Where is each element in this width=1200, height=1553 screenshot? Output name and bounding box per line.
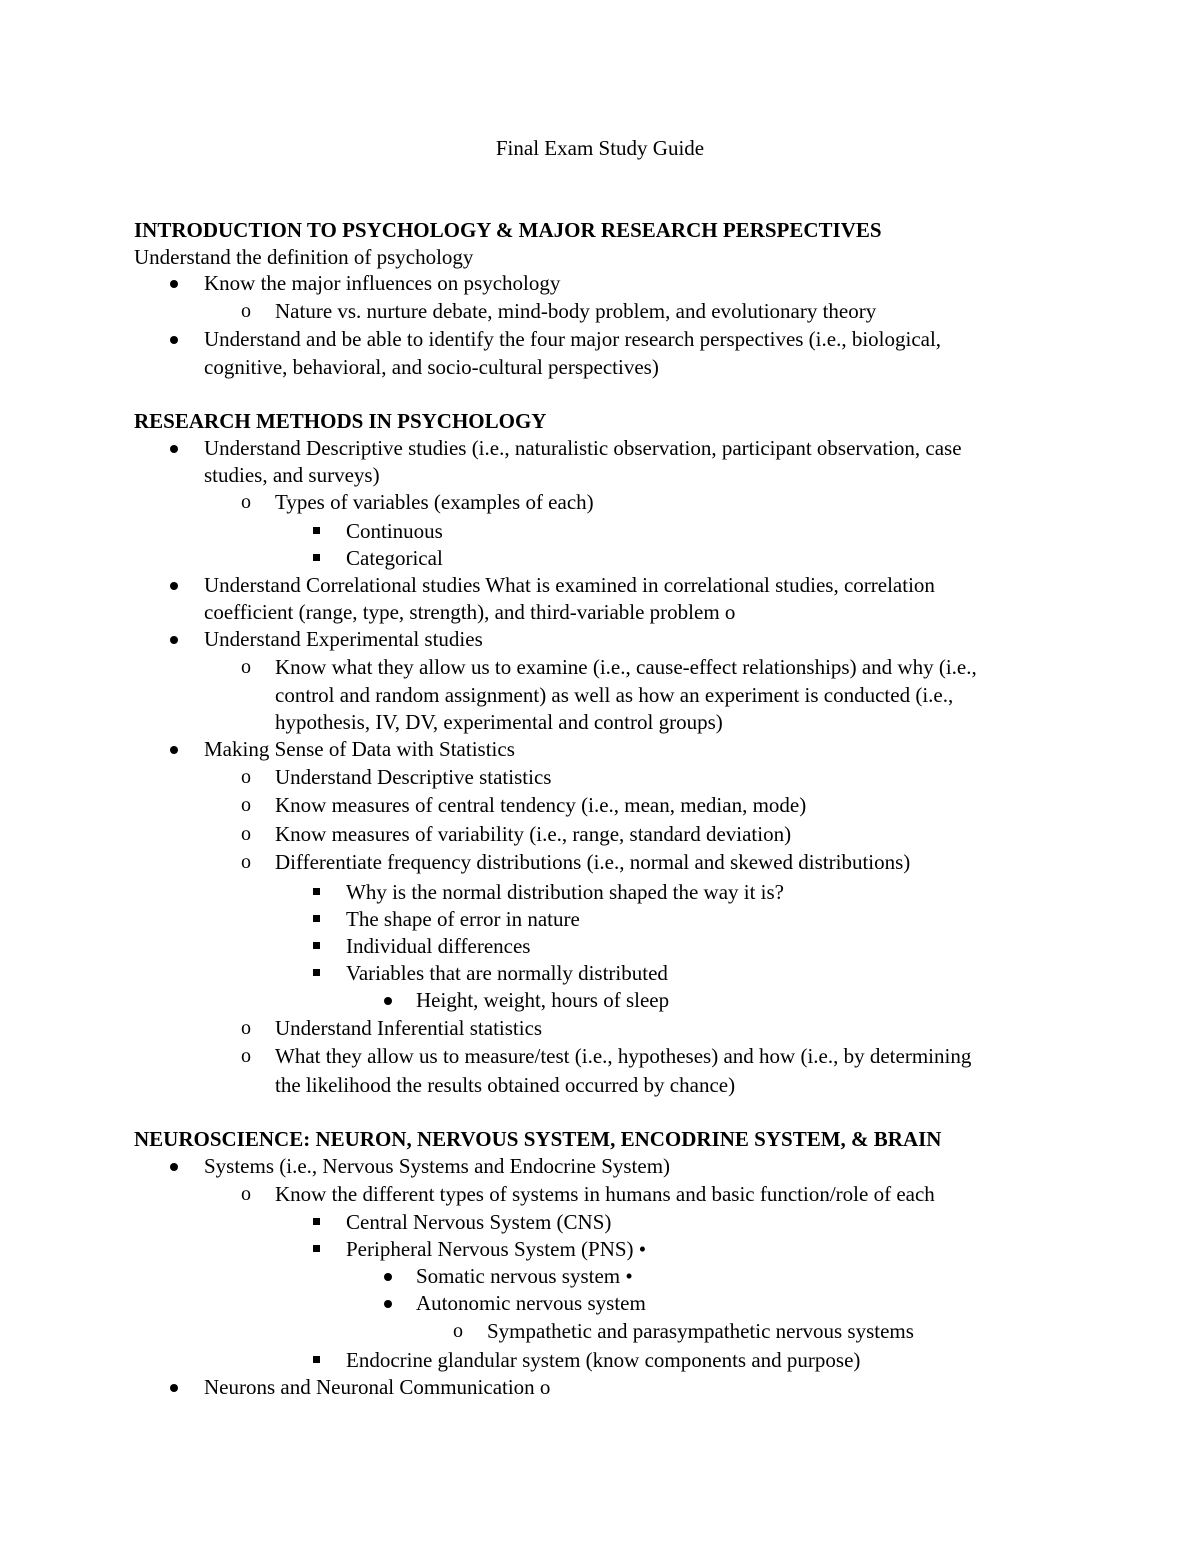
list-item: Know measures of central tendency (i.e., mean, median, mode) bbox=[275, 793, 807, 817]
square-bullet-icon bbox=[313, 1356, 320, 1363]
section-heading: RESEARCH METHODS IN PSYCHOLOGY bbox=[134, 409, 547, 433]
square-bullet-icon bbox=[313, 1218, 320, 1225]
bullet-icon bbox=[170, 582, 178, 590]
square-bullet-icon bbox=[313, 527, 320, 534]
list-item: Individual differences bbox=[346, 934, 531, 958]
list-item: control and random assignment) as well as how an experiment is conducted (i.e., bbox=[275, 683, 954, 707]
list-item: Continuous bbox=[346, 519, 443, 543]
list-item: Height, weight, hours of sleep bbox=[416, 988, 670, 1012]
list-item: Understand Descriptive statistics bbox=[275, 765, 552, 789]
square-bullet-icon bbox=[313, 969, 320, 976]
bullet-icon bbox=[384, 997, 392, 1005]
circle-bullet-icon: o bbox=[241, 851, 251, 873]
list-item: Understand Descriptive studies (i.e., naturalistic observation, participant observation, case bbox=[204, 436, 962, 460]
bullet-icon bbox=[170, 636, 178, 644]
square-bullet-icon bbox=[313, 554, 320, 561]
list-item: Variables that are normally distributed bbox=[346, 961, 668, 985]
list-item: hypothesis, IV, DV, experimental and control groups) bbox=[275, 710, 723, 734]
circle-bullet-icon: o bbox=[241, 823, 251, 845]
circle-bullet-icon: o bbox=[241, 300, 251, 322]
section-intro: Understand the definition of psychology bbox=[134, 245, 474, 269]
list-item: Somatic nervous system • bbox=[416, 1264, 633, 1288]
square-bullet-icon bbox=[313, 942, 320, 949]
square-bullet-icon bbox=[313, 915, 320, 922]
bullet-icon bbox=[170, 336, 178, 344]
circle-bullet-icon: o bbox=[241, 1045, 251, 1067]
square-bullet-icon bbox=[313, 1245, 320, 1252]
bullet-icon bbox=[384, 1273, 392, 1281]
bullet-icon bbox=[170, 280, 178, 288]
list-item: Peripheral Nervous System (PNS) • bbox=[346, 1237, 647, 1261]
list-item: the likelihood the results obtained occurred by chance) bbox=[275, 1073, 736, 1097]
list-item: The shape of error in nature bbox=[346, 907, 580, 931]
list-item: Know measures of variability (i.e., range, standard deviation) bbox=[275, 822, 792, 846]
circle-bullet-icon: o bbox=[241, 1017, 251, 1039]
list-item: Sympathetic and parasympathetic nervous systems bbox=[487, 1319, 914, 1343]
list-item: Autonomic nervous system bbox=[416, 1291, 646, 1315]
section-heading: NEUROSCIENCE: NEURON, NERVOUS SYSTEM, ENCODRINE SYSTEM, & BRAIN bbox=[134, 1127, 942, 1151]
list-item: Understand Correlational studies What is examined in correlational studies, correlation bbox=[204, 573, 935, 597]
list-item: cognitive, behavioral, and socio-cultural perspectives) bbox=[204, 355, 659, 379]
list-item: Understand Experimental studies bbox=[204, 627, 483, 651]
circle-bullet-icon: o bbox=[241, 491, 251, 513]
bullet-icon bbox=[170, 445, 178, 453]
bullet-icon bbox=[384, 1300, 392, 1308]
list-item: Neurons and Neuronal Communication o bbox=[204, 1375, 551, 1399]
list-item: Why is the normal distribution shaped the way it is? bbox=[346, 880, 785, 904]
circle-bullet-icon: o bbox=[241, 1183, 251, 1205]
list-item: Differentiate frequency distributions (i.e., normal and skewed distributions) bbox=[275, 850, 911, 874]
list-item: Understand and be able to identify the four major research perspectives (i.e., biological, bbox=[204, 327, 942, 351]
list-item: studies, and surveys) bbox=[204, 463, 380, 487]
bullet-icon bbox=[170, 1163, 178, 1171]
list-item: Systems (i.e., Nervous Systems and Endocrine System) bbox=[204, 1154, 671, 1178]
list-item: Central Nervous System (CNS) bbox=[346, 1210, 612, 1234]
list-item: Know the different types of systems in humans and basic function/role of each bbox=[275, 1182, 935, 1206]
list-item: Nature vs. nurture debate, mind-body problem, and evolutionary theory bbox=[275, 299, 877, 323]
list-item: coefficient (range, type, strength), and third-variable problem o bbox=[204, 600, 736, 624]
list-item: Understand Inferential statistics bbox=[275, 1016, 543, 1040]
list-item: Know the major influences on psychology bbox=[204, 271, 561, 295]
circle-bullet-icon: o bbox=[241, 656, 251, 678]
list-item: Categorical bbox=[346, 546, 443, 570]
list-item: What they allow us to measure/test (i.e., hypotheses) and how (i.e., by determining bbox=[275, 1044, 972, 1068]
list-item: Types of variables (examples of each) bbox=[275, 490, 594, 514]
list-item: Making Sense of Data with Statistics bbox=[204, 737, 515, 761]
bullet-icon bbox=[170, 1384, 178, 1392]
section-heading: INTRODUCTION TO PSYCHOLOGY & MAJOR RESEARCH PERSPECTIVES bbox=[134, 218, 882, 242]
square-bullet-icon bbox=[313, 888, 320, 895]
bullet-icon bbox=[170, 746, 178, 754]
list-item: Know what they allow us to examine (i.e., cause-effect relationships) and why (i.e., bbox=[275, 655, 977, 679]
circle-bullet-icon: o bbox=[241, 766, 251, 788]
circle-bullet-icon: o bbox=[453, 1320, 463, 1342]
circle-bullet-icon: o bbox=[241, 794, 251, 816]
list-item: Endocrine glandular system (know components and purpose) bbox=[346, 1348, 861, 1372]
page-title: Final Exam Study Guide bbox=[495, 136, 705, 160]
